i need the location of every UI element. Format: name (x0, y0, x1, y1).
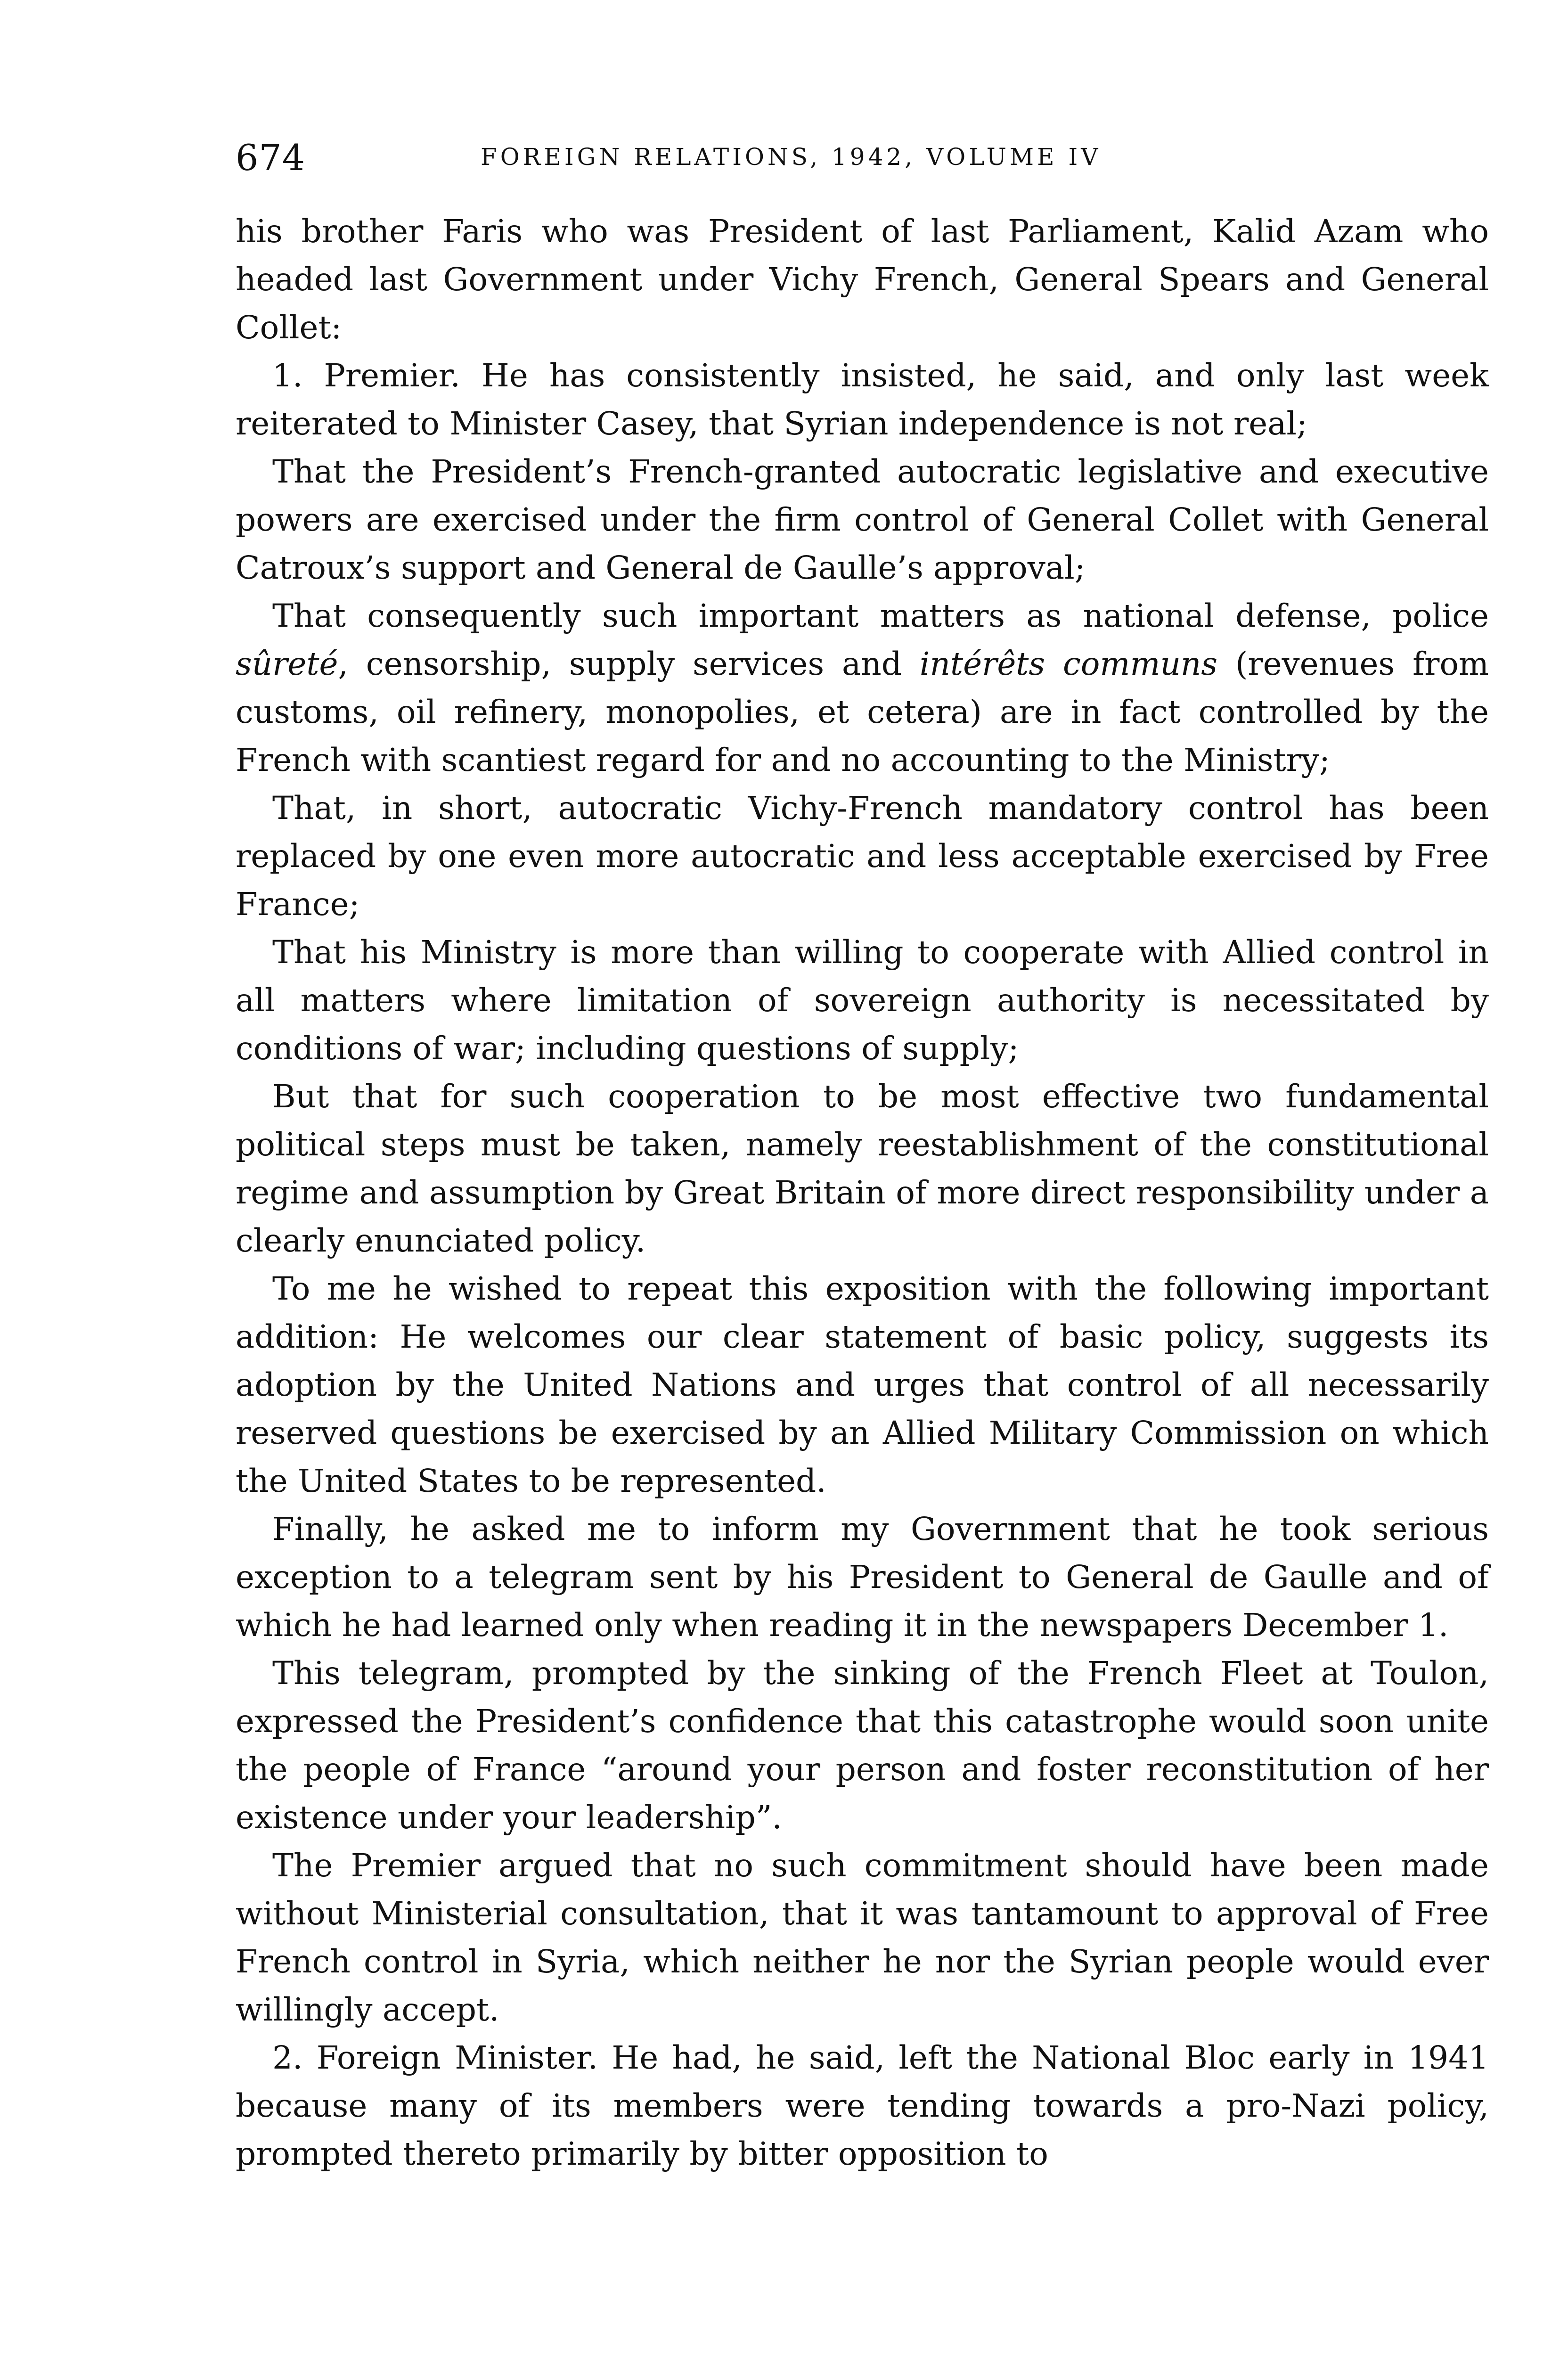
page-number: 674 (236, 137, 306, 179)
paragraph: Finally, he asked me to inform my Government that he took serious exception to a telegram sent by his President to General de Gaulle and of which he had learned only when reading it in the newspapers December 1. (236, 1510, 1489, 1644)
paragraph: That, in short, autocratic Vichy-French mandatory control has been replaced by one even more autocratic and less acceptable exercised by Free France; (236, 789, 1489, 923)
paragraph: 2. Foreign Minister. He had, he said, left the National Bloc early in 1941 because many of its members were tending towards a pro-Nazi policy, prompted thereto primarily by bitter opposition to (236, 2039, 1489, 2172)
paragraph: To me he wished to repeat this exposition with the following important addition: He welcomes our clear statement of basic policy, suggests its adoption by the United Nations and urges that control of all necessarily reserved questions be exercised by an Allied Military Commission on which the United States to be represented. (236, 1270, 1489, 1499)
paragraph: That his Ministry is more than willing to cooperate with Allied control in all matters where limitation of sovereign authority is necessitated by conditions of war; including questions of supply; (236, 933, 1489, 1067)
paragraph: But that for such cooperation to be most effective two fundamental political steps must be taken, namely reestablishment of the constitutional regime and assumption by Great Britain of more direct responsibility under a clearly enunciated policy. (236, 1078, 1489, 1259)
document-page (236, 137, 1489, 2178)
paragraph: his brother Faris who was President of last Parliament, Kalid Azam who headed last Government under Vichy French, General Spears and General Collet: (236, 213, 1489, 346)
paragraph: That the President’s French-granted autocratic legislative and executive powers are exercised under the firm control of General Collet with General Catroux’s support and General de Gaulle’s approval; (236, 453, 1489, 586)
paragraph: The Premier argued that no such commitment should have been made without Ministerial consultation, that it was tantamount to approval of Free French control in Syria, which neither he nor the Syrian people would ever willingly accept. (236, 1847, 1489, 2028)
page-header (236, 137, 1489, 193)
body-text (236, 207, 1489, 2178)
paragraph: That consequently such important matters as national defense, police sûreté, censorship, supply services and intérêts communs (revenues from customs, oil refinery, monopolies, et cetera) are in fact controlled by the French with scantiest regard for and no accounting to the Ministry; (236, 597, 1489, 778)
paragraph: This telegram, prompted by the sinking of the French Fleet at Toulon, expressed the President’s confidence that this catastrophe would soon unite the people of France “around your person and foster reconstitution of her existence under your leadership”. (236, 1654, 1489, 1836)
paragraph: 1. Premier. He has consistently insisted, he said, and only last week reiterated to Minister Casey, that Syrian independence is not real; (236, 357, 1489, 442)
running-head: FOREIGN RELATIONS, 1942, VOLUME IV (481, 143, 1102, 171)
